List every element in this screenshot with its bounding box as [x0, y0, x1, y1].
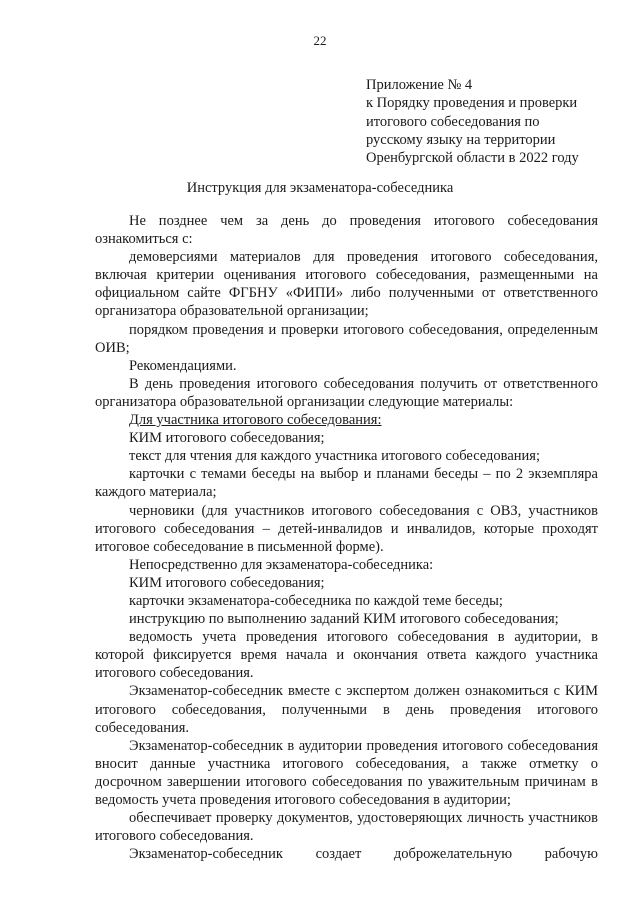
page-number: 22 [313, 33, 327, 48]
appendix-line: к Порядку проведения и проверки [366, 95, 578, 112]
paragraph: порядком проведения и проверки итогового собеседования, определенным ОИВ; [95, 321, 598, 356]
paragraph: Непосредственно для экзаменатора-собеседника: [129, 556, 434, 573]
appendix-header [366, 76, 616, 167]
paragraph: карточки экзаменатора-собеседника по каждой теме беседы; [129, 592, 503, 609]
paragraph: Не позднее чем за день до проведения итогового собеседования ознакомиться с: [95, 213, 598, 248]
paragraph: В день проведения итогового собеседования получить от ответственного организатора образовательной организации следующие материалы: [95, 375, 598, 410]
paragraph: КИМ итогового собеседования; [129, 574, 325, 591]
paragraph: инструкцию по выполнению заданий КИМ итогового собеседования; [129, 611, 559, 628]
paragraph: демоверсиями материалов для проведения итогового собеседования, включая критерии оценивания итогового собеседования, размещенными на официальном сайте ФГБНУ «ФИПИ» либо полученными от ответственного организатора образовательной организации; [95, 249, 598, 320]
paragraph: Экзаменатор-собеседник вместе с экспертом должен ознакомиться с КИМ итогового собеседования, полученными в день проведения итогового собеседования. [95, 683, 598, 736]
paragraph: ведомость учета проведения итогового собеседования в аудитории, в которой фиксируется время начала и окончания ответа каждого участника итогового собеседования. [95, 629, 598, 682]
appendix-line: Оренбургской области в 2022 году [366, 150, 579, 167]
paragraph: черновики (для участников итогового собеседования с ОВЗ, участников итогового собеседования – детей-инвалидов и инвалидов, которые проходят итоговое собеседование в письменной форме). [95, 502, 598, 555]
paragraph: Рекомендациями. [129, 357, 237, 374]
appendix-line: русскому языку на территории [366, 131, 556, 148]
section-heading-participant [95, 411, 598, 429]
paragraph: КИМ итогового собеседования; [129, 430, 325, 447]
appendix-line: Приложение № 4 [366, 77, 473, 93]
appendix-line: итогового собеседования по [366, 113, 540, 130]
paragraph: текст для чтения для каждого участника итогового собеседования; [129, 448, 540, 465]
paragraph: карточки с темами беседы на выбор и планами беседы – по 2 экземпляра каждого материала; [95, 466, 598, 501]
underlined-heading: Для участника итогового собеседования: [129, 412, 382, 429]
document-body [95, 212, 598, 863]
paragraph: Экзаменатор-собеседник создает доброжелательную рабочую [129, 846, 598, 863]
document-title: Инструкция для экзаменатора-собеседника [186, 180, 454, 196]
paragraph: Экзаменатор-собеседник в аудитории проведения итогового собеседования вносит данные участника итогового собеседования, а также отметку о досрочном завершении итогового собеседования по уважительным причинам в ведомость учета проведения итогового собеседования в аудитории; [95, 737, 598, 808]
paragraph: обеспечивает проверку документов, удостоверяющих личность участников итогового собеседования. [95, 810, 598, 845]
